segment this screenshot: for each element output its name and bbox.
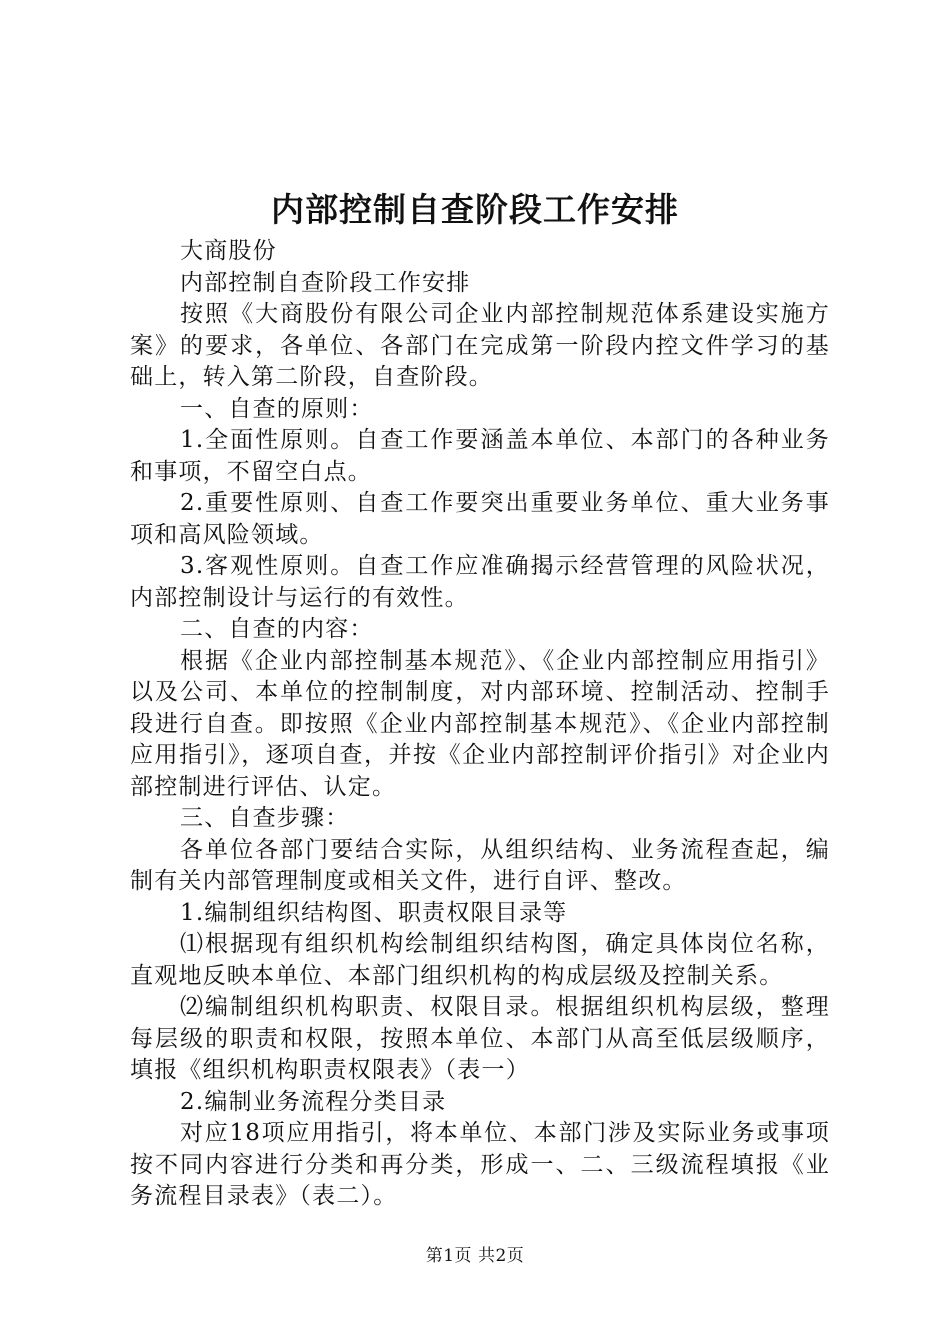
section-heading-steps: 三、自查步骤：	[180, 805, 350, 831]
paragraph-steps-intro: 各单位各部门要结合实际，从组织结构、业务流程查起，编制有关内部管理制度或相关文件，进行自评、整改。	[130, 836, 830, 894]
section-heading-content: 二、自查的内容：	[180, 616, 374, 642]
paragraph-step-2-detail: 对应18项应用指引，将本单位、本部门涉及实际业务或事项按不同内容进行分类和再分类，形成一、二、三级流程填报《业务流程目录表》（表二）。	[130, 1120, 830, 1209]
paragraph-principle-1: 1.全面性原则。自查工作要涵盖本单位、本部门的各种业务和事项，不留空白点。	[130, 427, 830, 485]
document-body	[130, 236, 830, 1213]
paragraph-step-2: 2.编制业务流程分类目录	[180, 1088, 447, 1115]
paragraph-principle-2: 2.重要性原则、自查工作要突出重要业务单位、重大业务事项和高风险领域。	[130, 490, 830, 548]
section-heading-principles: 一、自查的原则：	[180, 395, 374, 422]
paragraph-step-1-item-1: ⑴根据现有组织机构绘制组织结构图，确定具体岗位名称，直观地反映本单位、本部门组织机构的构成层级及控制关系。	[130, 931, 830, 989]
paragraph-step-1: 1.编制组织结构图、职责权限目录等	[180, 899, 568, 926]
paragraph-content: 根据《企业内部控制基本规范》、《企业内部控制应用指引》以及公司、本单位的控制制度，对内部环境、控制活动、控制手段进行自查。即按照《企业内部控制基本规范》、《企业内部控制应用指引》，逐项自查，并按《企业内部控制评价指引》对企业内部控制进行评估、认定。	[130, 647, 830, 800]
paragraph-intro: 按照《大商股份有限公司企业内部控制规范体系建设实施方案》的要求，各单位、各部门在完成第一阶段内控文件学习的基础上，转入第二阶段，自查阶段。	[130, 301, 830, 390]
paragraph-subtitle: 内部控制自查阶段工作安排	[180, 269, 471, 296]
paragraph-company: 大商股份	[180, 238, 277, 264]
page-number-footer: 第1页 共2页	[425, 1246, 525, 1266]
paragraph-principle-3: 3.客观性原则。自查工作应准确揭示经营管理的风险状况，内部控制设计与运行的有效性。	[130, 553, 830, 611]
document-title: 内部控制自查阶段工作安排	[271, 190, 679, 229]
paragraph-step-1-item-2: ⑵编制组织机构职责、权限目录。根据组织机构层级，整理每层级的职责和权限，按照本单位、本部门从高至低层级顺序，填报《组织机构职责权限表》（表一）	[130, 994, 830, 1083]
